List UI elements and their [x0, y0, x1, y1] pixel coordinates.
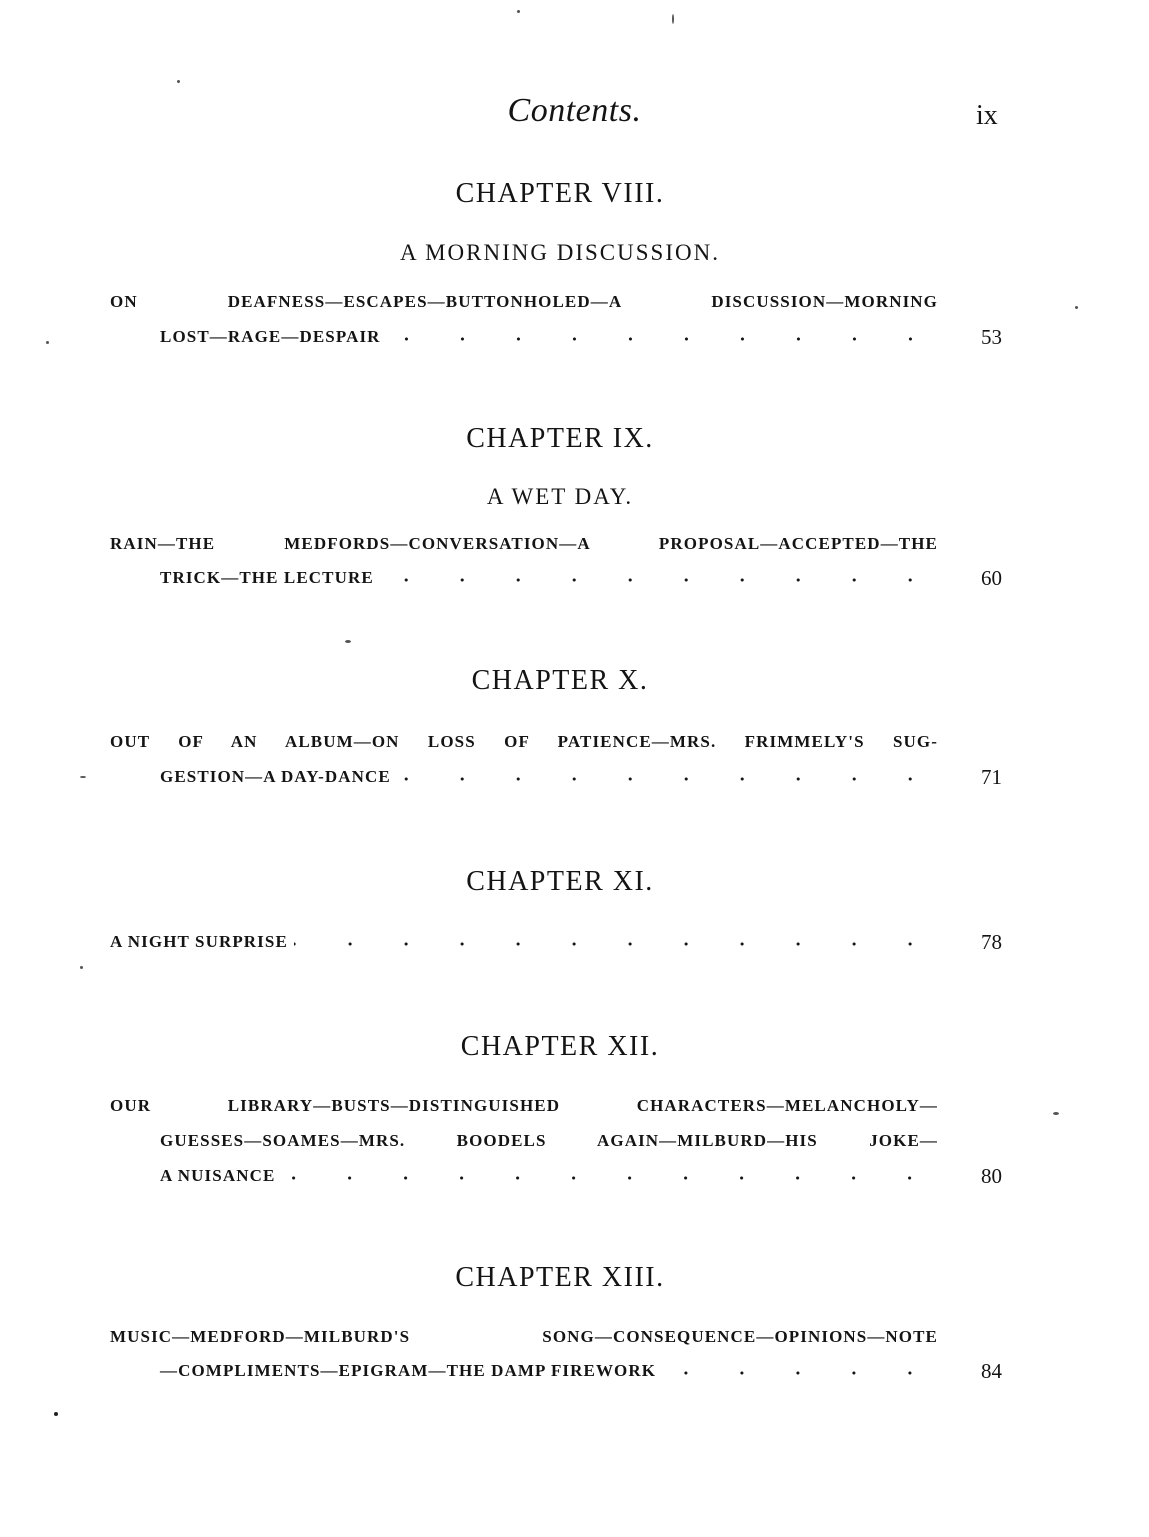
chapter-summary-line — [160, 767, 938, 787]
chapter-heading: CHAPTER XIII. — [455, 1262, 665, 1293]
scan-speck — [80, 966, 83, 969]
chapter-title: A WET DAY. — [486, 484, 634, 509]
scan-speck — [54, 1412, 58, 1416]
scan-speck — [1075, 306, 1078, 309]
scan-speck — [80, 776, 86, 778]
page-number: ix — [976, 100, 998, 131]
chapter-title: A MORNING DISCUSSION. — [400, 240, 720, 265]
chapter-heading: CHAPTER IX. — [466, 423, 654, 454]
page-reference: 78 — [981, 930, 1002, 954]
chapter-summary-text: TRICK—THE LECTURE — [160, 568, 374, 587]
chapter-heading: CHAPTER XII. — [460, 1031, 660, 1062]
page-reference: 53 — [981, 325, 1002, 349]
chapter-summary-line — [160, 568, 938, 588]
chapter-summary-line — [110, 932, 938, 952]
scan-speck — [1053, 1112, 1059, 1115]
scan-speck — [177, 80, 180, 83]
chapter-summary-line: GUESSES—SOAMES—MRS. BOODELS AGAIN—MILBURD—HIS JOKE— — [160, 1131, 938, 1150]
running-title: Contents. — [507, 92, 642, 129]
page-reference: 80 — [981, 1164, 1002, 1188]
chapter-summary-text: LOST—RAGE—DESPAIR — [160, 327, 381, 346]
scan-speck — [672, 14, 674, 24]
page-reference: 60 — [981, 566, 1002, 590]
chapter-heading: CHAPTER XI. — [466, 866, 654, 897]
chapter-summary-line — [160, 327, 938, 347]
dot-leaders — [281, 1174, 938, 1182]
dot-leaders — [387, 335, 938, 343]
page-reference: 84 — [981, 1359, 1002, 1383]
chapter-summary-line: RAIN—THE MEDFORDS—CONVERSATION—A PROPOSAL—ACCEPTED—THE — [110, 534, 938, 553]
chapter-summary-line: ON DEAFNESS—ESCAPES—BUTTONHOLED—A DISCUSSION—MORNING — [110, 292, 938, 311]
chapter-heading: CHAPTER VIII. — [455, 178, 665, 209]
chapter-summary-text: A NIGHT SURPRISE — [110, 932, 288, 951]
chapter-summary-line: OUR LIBRARY—BUSTS—DISTINGUISHED CHARACTERS—MELANCHOLY— — [110, 1096, 938, 1115]
chapter-heading: CHAPTER X. — [471, 665, 649, 696]
dot-leaders — [397, 775, 938, 783]
scan-speck — [345, 640, 351, 643]
scan-speck — [517, 10, 520, 13]
chapter-summary-line — [160, 1166, 938, 1186]
chapter-summary-text: A NUISANCE — [160, 1166, 276, 1185]
chapter-summary-line — [160, 1361, 938, 1381]
scan-speck — [46, 341, 49, 344]
chapter-summary-line: MUSIC—MEDFORD—MILBURD'S SONG—CONSEQUENCE—OPINIONS—NOTE — [110, 1327, 938, 1346]
dot-leaders — [380, 576, 938, 584]
dot-leaders — [662, 1369, 938, 1377]
chapter-summary-text: —COMPLIMENTS—EPIGRAM—THE DAMP FIREWORK — [160, 1361, 657, 1380]
chapter-summary-text: GESTION—A DAY-DANCE — [160, 767, 391, 786]
page-reference: 71 — [981, 765, 1002, 789]
chapter-summary-line: OUT OF AN ALBUM—ON LOSS OF PATIENCE—MRS. FRIMMELY'S SUG- — [110, 732, 938, 751]
dot-leaders — [294, 940, 938, 948]
